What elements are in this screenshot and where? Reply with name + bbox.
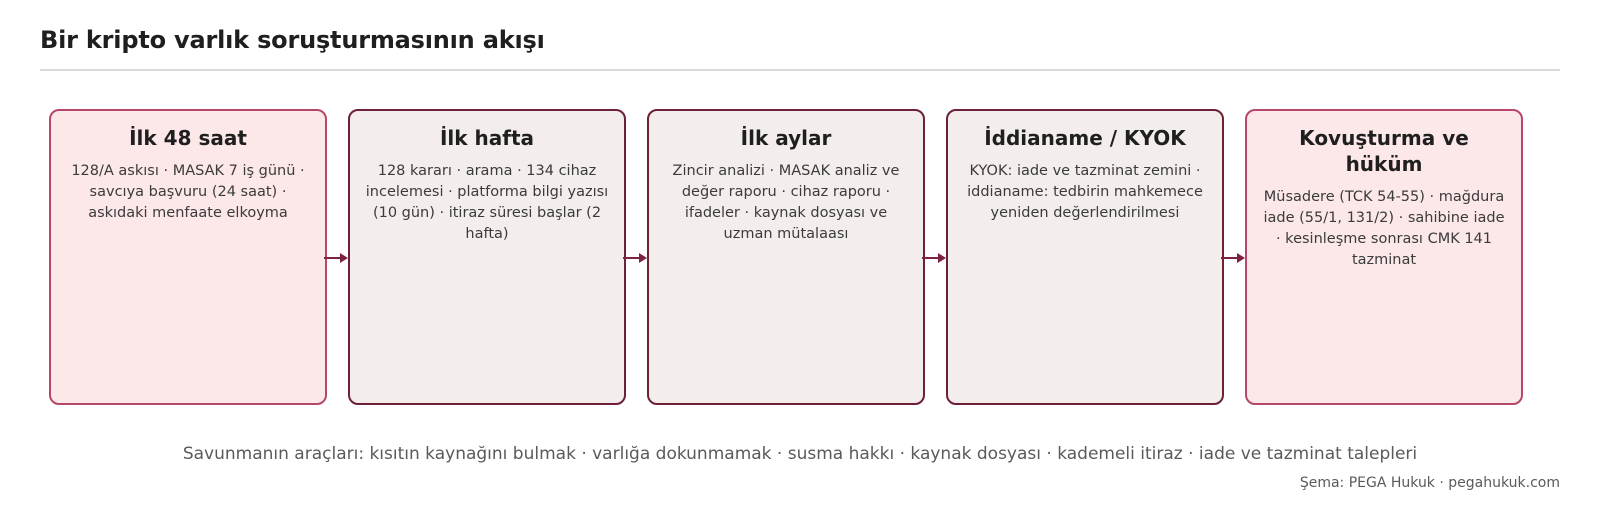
title-divider [40,69,1560,71]
flow-diagram [49,109,1551,409]
step-prosecution-verdict [1245,109,1523,405]
step-indictment-kyok [946,109,1224,405]
flow-arrow [1221,253,1245,263]
step-first-48-hours [49,109,327,405]
step-title: İddianame / KYOK [984,126,1186,150]
step-title: İlk aylar [740,126,832,150]
step-title: Kovuşturma ve hüküm [1299,126,1469,176]
defense-tools-caption: Savunmanın araçları: kısıtın kaynağını bulmak · varlığa dokunmamak · susma hakkı · kaynak dosyası · kademeli itiraz · iade ve tazminat talepleri [182,444,1418,464]
step-first-months [647,109,925,405]
step-description: 128 kararı · arama · 134 cihaz incelemesi · platforma bilgi yazısı (10 gün) · itiraz süresi başlar (2 hafta) [365,163,609,242]
step-title: İlk hafta [439,126,535,150]
flow-arrow [623,253,647,263]
step-first-week [348,109,626,405]
page-title: Bir kripto varlık soruşturmasının akışı [40,26,545,54]
source-credit: Şema: PEGA Hukuk · pegahukuk.com [1299,475,1560,491]
step-description: 128/A askısı · MASAK 7 iş günü · savcıya başvuru (24 saat) · askıdaki menfaate elkoyma [71,163,305,221]
flow-arrow [922,253,946,263]
step-description: Zincir analizi · MASAK analiz ve değer raporu · cihaz raporu · ifadeler · kaynak dosyası ve uzman mütalaası [672,163,900,242]
flow-arrow [324,253,348,263]
step-description: Müsadere (TCK 54-55) · mağdura iade (55/1, 131/2) · sahibine iade · kesinleşme sonrası CMK 141 tazminat [1263,189,1505,268]
step-description: KYOK: iade ve tazminat zemini · iddianame: tedbirin mahkemece yeniden değerlendirilmesi [967,163,1203,221]
step-title: İlk 48 saat [129,126,247,150]
